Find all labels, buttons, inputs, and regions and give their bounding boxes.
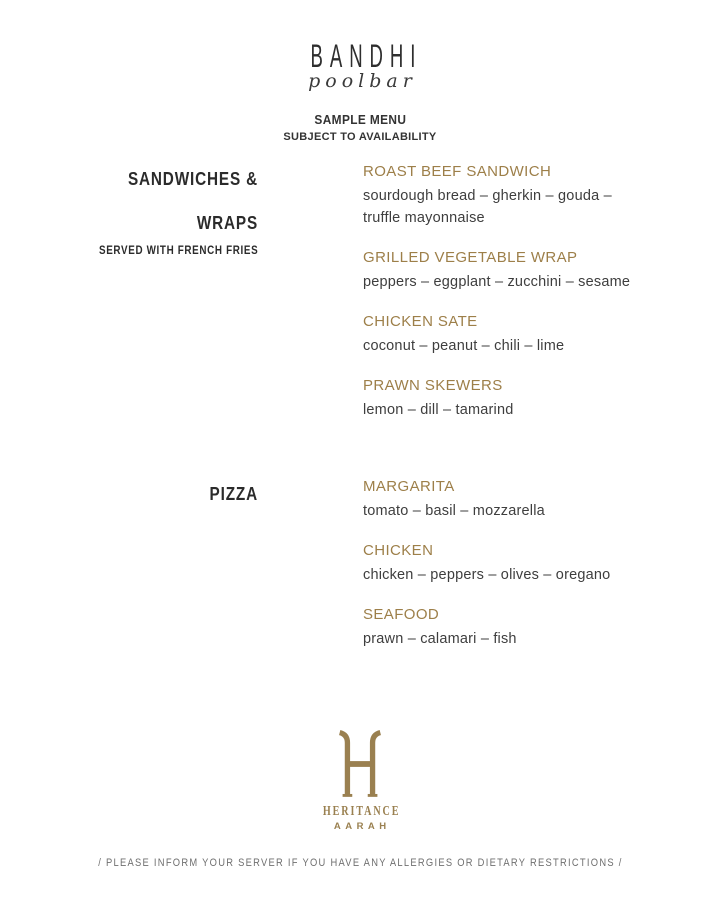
allergy-note-text: / PLEASE INFORM YOUR SERVER IF YOU HAVE ANY ALLERGIES OR DIETARY RESTRICTIONS / <box>97 857 623 869</box>
item-description: peppers – eggplant – zucchini – sesame <box>363 274 631 290</box>
allergy-note <box>0 853 720 871</box>
menu-item <box>363 162 653 229</box>
section-heading <box>128 168 258 234</box>
section-heading: PIZZA <box>209 484 258 504</box>
menu-item <box>363 376 653 421</box>
section-heading-column <box>0 477 258 505</box>
item-name: CHICKEN SATE <box>363 313 478 330</box>
item-description: coconut – peanut – chili – lime <box>363 338 565 354</box>
item-description: tomato – basil – mozzarella <box>363 503 545 519</box>
resort-logo <box>0 726 720 833</box>
section-subheading: SERVED WITH FRENCH FRIES <box>98 243 258 257</box>
item-description: chicken – peppers – olives – oregano <box>363 567 611 583</box>
item-name: PRAWN SKEWERS <box>363 377 503 394</box>
item-name: MARGARITA <box>363 478 455 495</box>
resort-name: HERITANCE <box>322 803 400 818</box>
availability-label: SUBJECT TO AVAILABILITY <box>283 131 437 143</box>
brand-header <box>0 40 720 92</box>
menu-item <box>363 248 653 293</box>
section-heading-column <box>0 162 258 259</box>
menu-item <box>363 477 653 522</box>
menu-item <box>363 312 653 357</box>
section-sandwiches-wraps <box>0 162 653 440</box>
item-description: sourdough bread – gherkin – gouda – truffle mayonnaise <box>363 188 612 226</box>
item-name: ROAST BEEF SANDWICH <box>363 163 552 180</box>
brand-wordmark: BANDHI <box>310 38 422 74</box>
item-description: lemon – dill – tamarind <box>363 402 514 418</box>
item-description: prawn – calamari – fish <box>363 631 517 647</box>
resort-location: AARAH <box>333 821 391 832</box>
brand-tagline: poolbar <box>308 70 417 92</box>
menu-note <box>0 111 720 143</box>
section-items-column <box>363 477 653 669</box>
section-heading-line1: SANDWICHES & <box>127 169 258 189</box>
item-name: SEAFOOD <box>363 606 440 623</box>
item-name: GRILLED VEGETABLE WRAP <box>363 249 578 266</box>
menu-item <box>363 605 653 650</box>
section-items-column <box>363 162 653 440</box>
sample-menu-label: SAMPLE MENU <box>314 113 406 127</box>
heritance-monogram-icon <box>331 726 389 802</box>
menu-item <box>363 541 653 586</box>
item-name: CHICKEN <box>363 542 434 559</box>
section-pizza <box>0 477 653 669</box>
section-heading-line2: WRAPS <box>196 213 258 233</box>
